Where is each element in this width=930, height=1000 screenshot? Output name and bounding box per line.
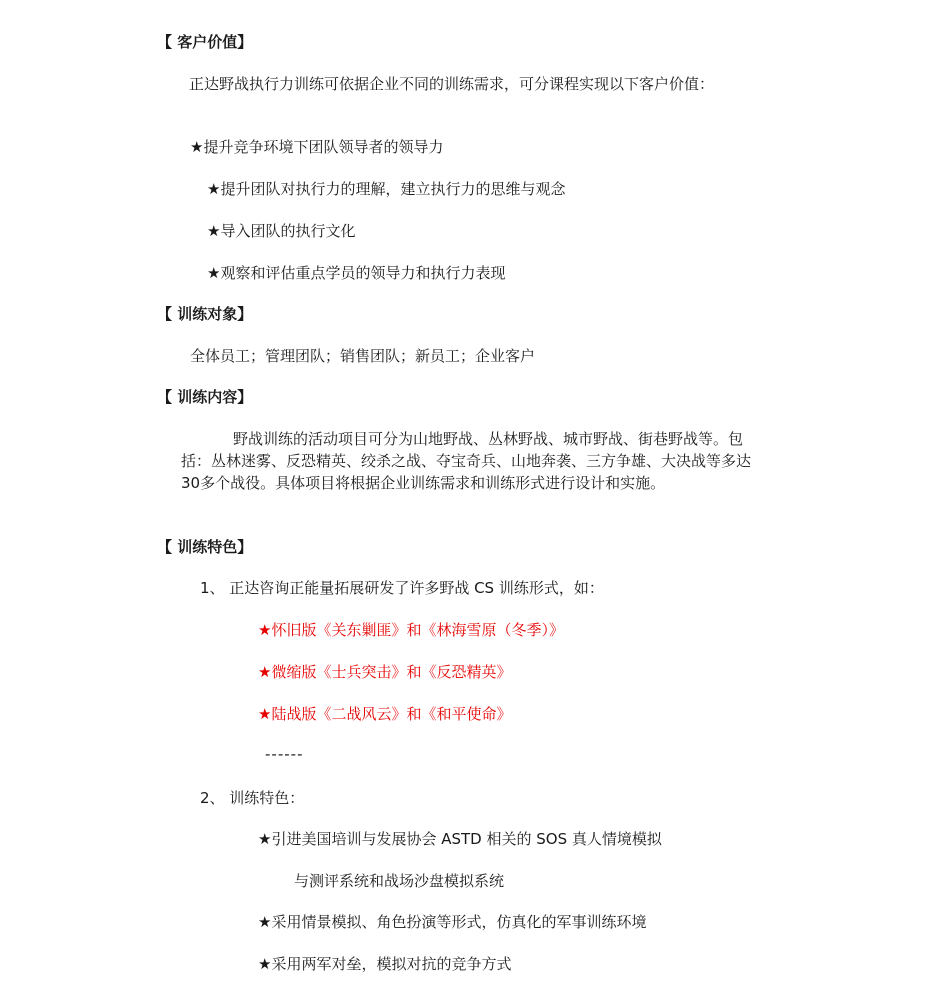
separator-dashes: ------ xyxy=(265,745,304,763)
features-red-item: ★微缩版《士兵突击》和《反恐精英》 xyxy=(258,663,512,681)
customer-value-item: ★观察和评估重点学员的领导力和执行力表现 xyxy=(207,264,506,282)
customer-value-intro: 正达野战执行力训练可依据企业不同的训练需求，可分课程实现以下客户价值： xyxy=(189,75,715,93)
section-heading-audience: 【 训练对象】 xyxy=(157,305,253,323)
features-point-1: 1、 正达咨询正能量拓展研发了许多野战 CS 训练形式，如： xyxy=(200,579,604,597)
customer-value-item: ★提升团队对执行力的理解，建立执行力的思维与观念 xyxy=(207,180,566,198)
section-heading-features: 【 训练特色】 xyxy=(157,538,253,556)
features-item-continuation: 与测评系统和战场沙盘模拟系统 xyxy=(294,872,505,890)
content-text: 野战训练的活动项目可分为山地野战、丛林野战、城市野战、街巷野战等。包括：丛林迷雾、反恐精英、绞杀之战、夺宝奇兵、山地奔袭、三方争雄、大决战等多达 30多个战役。具体项目将根据企业训练需求和训练形式进行设计和实施。 xyxy=(181,430,752,492)
features-item: ★引进美国培训与发展协会 ASTD 相关的 SOS 真人情境模拟 xyxy=(258,830,662,848)
section-heading-customer-value: 【 客户价值】 xyxy=(157,33,253,51)
features-point-2: 2、 训练特色： xyxy=(200,789,305,807)
features-item: ★采用情景模拟、角色扮演等形式，仿真化的军事训练环境 xyxy=(258,913,647,931)
audience-text: 全体员工；管理团队；销售团队；新员工；企业客户 xyxy=(190,347,536,365)
customer-value-item: ★提升竞争环境下团队领导者的领导力 xyxy=(190,138,444,156)
customer-value-item: ★导入团队的执行文化 xyxy=(207,222,356,240)
section-heading-content: 【 训练内容】 xyxy=(157,388,253,406)
features-item: ★采用两军对垒，模拟对抗的竞争方式 xyxy=(258,955,512,973)
features-red-item: ★陆战版《二战风云》和《和平使命》 xyxy=(258,705,512,723)
features-red-item: ★怀旧版《关东剿匪》和《林海雪原（冬季）》 xyxy=(258,621,564,639)
